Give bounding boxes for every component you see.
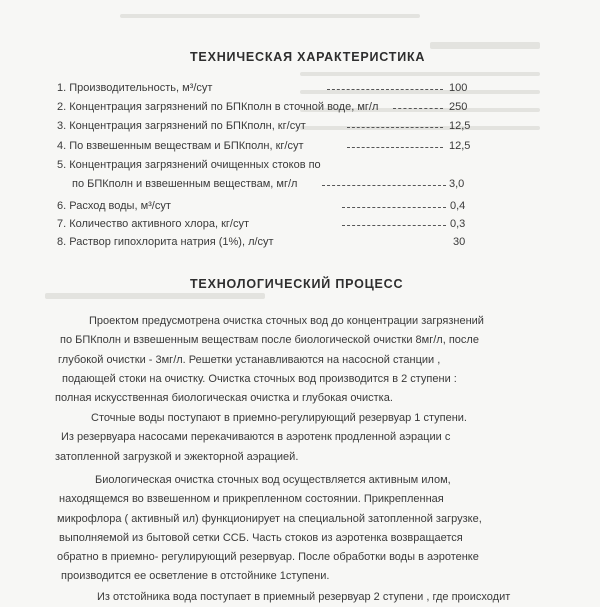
paragraph-line: микрофлора ( активный ил) функционирует на специальной затопленной загрузке, bbox=[57, 512, 482, 525]
spec-item bbox=[57, 215, 477, 233]
spec-label: 2. Концентрация загрязнений по БПКполн в сточной воде, мг/л bbox=[57, 101, 379, 113]
spec-value: 100 bbox=[449, 82, 468, 94]
spec-item bbox=[57, 197, 477, 215]
show-through-mark bbox=[120, 14, 420, 18]
spec-value: 30 bbox=[453, 236, 466, 248]
paragraph-line: выполняемой из бытовой сетки ССБ. Часть стоков из аэротенка возвращается bbox=[59, 531, 463, 544]
spec-leader bbox=[347, 147, 443, 148]
spec-leader bbox=[393, 108, 443, 109]
spec-label: 1. Производительность, м³/сут bbox=[57, 82, 213, 94]
paragraph-line: подающей стоки на очистку. Очистка сточных вод производится в 2 ступени : bbox=[62, 372, 457, 385]
spec-value: 12,5 bbox=[449, 120, 471, 132]
paragraph-line: Из резервуара насосами перекачиваются в аэротенк продленной аэрации с bbox=[61, 431, 451, 444]
show-through-mark bbox=[45, 293, 265, 299]
spec-value: 0,4 bbox=[450, 200, 466, 212]
process-paragraph bbox=[55, 409, 467, 467]
process-paragraph bbox=[55, 588, 510, 607]
spec-leader bbox=[327, 89, 443, 90]
paragraph-line: производится ее осветление в отстойнике 1ступени. bbox=[61, 570, 330, 583]
spec-label: 5. Концентрация загрязнений очищенных стоков по bbox=[57, 159, 321, 171]
spec-value: 0,3 bbox=[450, 218, 466, 230]
spec-item bbox=[57, 137, 477, 155]
spec-item bbox=[57, 117, 477, 135]
spec-label: 6. Расход воды, м³/сут bbox=[57, 200, 171, 212]
spec-leader bbox=[347, 127, 443, 128]
paragraph-line: Проектом предусмотрена очистка сточных вод до концентрации загрязнений bbox=[89, 315, 484, 327]
spec-leader bbox=[322, 185, 446, 186]
show-through-mark bbox=[300, 72, 540, 76]
paragraph-line: Из отстойника вода поступает в приемный резервуар 2 ступени , где происходит bbox=[97, 591, 511, 603]
process-paragraph bbox=[55, 312, 484, 408]
spec-value: 12,5 bbox=[449, 140, 471, 152]
spec-leader bbox=[342, 225, 446, 226]
spec-item bbox=[57, 233, 477, 251]
spec-label: 3. Концентрация загрязнений по БПКполн, кг/сут bbox=[57, 120, 306, 132]
spec-item bbox=[57, 156, 477, 174]
paragraph-line: затопленной загрузкой и эжекторной аэрацией. bbox=[55, 450, 299, 463]
spec-label: 4. По взвешенным веществам и БПКполн, кг/сут bbox=[57, 140, 304, 152]
spec-item bbox=[57, 79, 477, 97]
spec-value: 250 bbox=[449, 101, 468, 113]
paragraph-line: Биологическая очистка сточных вод осуществляется активным илом, bbox=[95, 474, 451, 486]
paragraph-line: Сточные воды поступают в приемно-регулирующий резервуар 1 ступени. bbox=[91, 412, 467, 424]
tech-process-title: ТЕХНОЛОГИЧЕСКИЙ ПРОЦЕСС bbox=[190, 277, 404, 291]
tech-characteristics-title: ТЕХНИЧЕСКАЯ ХАРАКТЕРИСТИКА bbox=[190, 50, 426, 64]
paragraph-line: по БПКполн и взвешенным веществам после биологической очистки 8мг/л, после bbox=[60, 334, 479, 347]
spec-item bbox=[57, 98, 477, 116]
paragraph-line: глубокой очистки - 3мг/л. Решетки устанавливаются на насосной станции , bbox=[58, 353, 441, 366]
spec-value: 3,0 bbox=[449, 178, 465, 190]
paragraph-line: обратно в приемно- регулирующий резервуар. После обработки воды в аэротенке bbox=[57, 551, 479, 564]
spec-label-continued: по БПКполн и взвешенным веществам, мг/л bbox=[72, 178, 298, 190]
spec-label: 7. Количество активного хлора, кг/сут bbox=[57, 218, 250, 230]
spec-leader bbox=[342, 207, 446, 208]
paragraph-line: находящемся во взвешенном и прикрепленном состоянии. Прикрепленная bbox=[59, 493, 444, 506]
spec-item-continued bbox=[57, 175, 477, 193]
paragraph-line: полная искусственная биологическая очистка и глубокая очистка. bbox=[55, 392, 393, 405]
show-through-mark bbox=[430, 42, 540, 49]
process-paragraph bbox=[55, 471, 482, 587]
spec-label: 8. Раствор гипохлорита натрия (1%), л/сут bbox=[57, 236, 274, 248]
